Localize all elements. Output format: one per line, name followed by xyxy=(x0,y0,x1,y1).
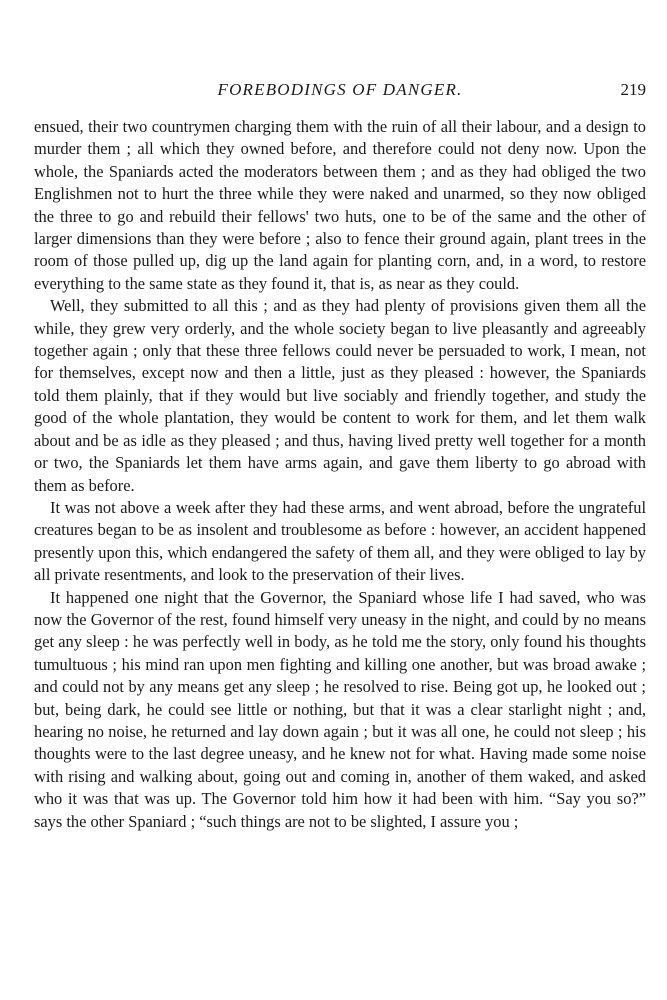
body-text xyxy=(34,116,646,833)
paragraph: It was not above a week after they had these arms, and went abroad, before the ungrateful creatures began to be as insolent and troublesome as before : however, an accident happened presently upon this, which endangered the safety of them all, and they were obliged to lay by all private resentments, and look to the preservation of their lives. xyxy=(34,497,646,585)
page-number: 219 xyxy=(620,80,646,99)
paragraph: Well, they submitted to all this ; and as they had plenty of provisions given them all the while, they grew very orderly, and the whole society began to live pleasantly and agreeably together again ; only that these three fellows could never be persuaded to work, I mean, not for themselves, except now and then a little, just as they pleased : however, the Spaniards told them plainly, that if they would but live sociably and friendly together, and study the good of the whole plantation, they would be content to work for them, and let them walk about and be as idle as they pleased ; and thus, having lived pretty well together for a month or two, the Spaniards let them have arms again, and gave them liberty to go abroad with them as before. xyxy=(34,296,646,495)
paragraph: It happened one night that the Governor, the Spaniard whose life I had saved, who was now the Governor of the rest, found himself very uneasy in the night, and could by no means get any sleep : he was perfectly well in body, as he told me the story, only found his thoughts tumultuous ; his mind ran upon men fighting and killing one another, but was broad awake ; and could not by any means get any sleep ; he resolved to rise. Being got up, he looked out ; but, being dark, he could see little or nothing, but that it was a clear starlight night ; and, hearing no noise, he returned and lay down again ; but it was all one, he could not sleep ; his thoughts were to the last degree uneasy, and he knew not for what. Having made some noise with rising and walking about, going out and coming in, another of them waked, and asked who it was that was up. The Governor told him how it had been with him. “Say you so?” says the other Spaniard ; “such things are not to be slighted, I assure you ; xyxy=(34,587,646,831)
running-title: FOREBODINGS OF DANGER. xyxy=(217,80,463,99)
paragraph-continued: ensued, their two countrymen charging them with the ruin of all their labour, and a design to murder them ; all which they owned before, and therefore could not deny now. Upon the whole, the Spaniards acted the moderators between them ; and as they had obliged the two Englishmen not to hurt the three while they were naked and unarmed, so they now obliged the three to go and rebuild their fellows' two huts, one to be of the same and the other of larger dimensions than they were before ; also to fence their ground again, plant trees in the room of those pulled up, dig up the land again for planting corn, and, in a word, to restore everything to the same state as they found it, that is, as near as they could. xyxy=(34,117,646,293)
running-head xyxy=(34,78,646,102)
